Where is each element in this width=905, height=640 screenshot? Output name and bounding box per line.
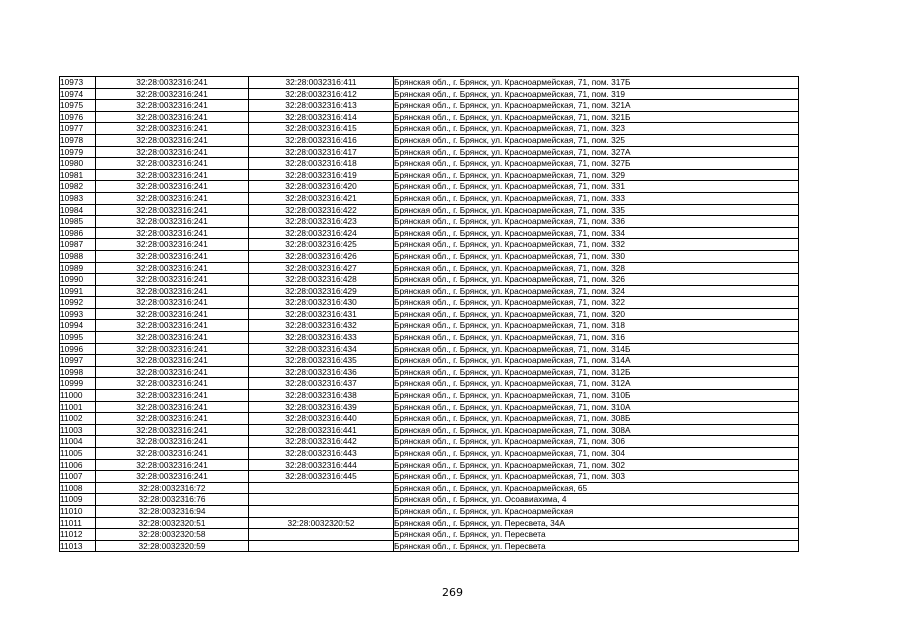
- table-row: [60, 413, 799, 425]
- row-number-cell: 11013: [60, 540, 96, 552]
- row-number-cell: 11000: [60, 390, 96, 402]
- address-cell: Брянская обл., г. Брянск, ул. Пересвета, 34А: [394, 517, 799, 529]
- parent-cadastral-number-cell: 32:28:0032316:241: [96, 320, 249, 332]
- row-number-cell: 10980: [60, 158, 96, 170]
- parent-cadastral-number-cell: 32:28:0032316:241: [96, 448, 249, 460]
- cadastral-number-cell: 32:28:0032316:432: [249, 320, 394, 332]
- parent-cadastral-number-cell: 32:28:0032316:241: [96, 332, 249, 344]
- cadastral-number-cell: 32:28:0032316:445: [249, 471, 394, 483]
- table-row: [60, 482, 799, 494]
- address-cell: Брянская обл., г. Брянск, ул. Красноармейская, 71, пом. 302: [394, 459, 799, 471]
- cadastral-number-cell: 32:28:0032316:422: [249, 204, 394, 216]
- row-number-cell: 10981: [60, 169, 96, 181]
- parent-cadastral-number-cell: 32:28:0032316:241: [96, 111, 249, 123]
- address-cell: Брянская обл., г. Брянск, ул. Красноармейская, 71, пом. 314А: [394, 355, 799, 367]
- cadastral-number-cell: 32:28:0032320:52: [249, 517, 394, 529]
- row-number-cell: 10989: [60, 262, 96, 274]
- parent-cadastral-number-cell: 32:28:0032316:241: [96, 227, 249, 239]
- parent-cadastral-number-cell: 32:28:0032316:241: [96, 146, 249, 158]
- table-row: [60, 529, 799, 541]
- table-row: [60, 100, 799, 112]
- cadastral-number-cell: 32:28:0032316:423: [249, 216, 394, 228]
- registry-sheet: [59, 76, 799, 552]
- parent-cadastral-number-cell: 32:28:0032316:241: [96, 239, 249, 251]
- table-row: [60, 262, 799, 274]
- address-cell: Брянская обл., г. Брянск, ул. Красноармейская, 71, пом. 308А: [394, 424, 799, 436]
- cadastral-number-cell: [249, 529, 394, 541]
- cadastral-number-cell: 32:28:0032316:433: [249, 332, 394, 344]
- parent-cadastral-number-cell: 32:28:0032316:241: [96, 250, 249, 262]
- row-number-cell: 11010: [60, 505, 96, 517]
- row-number-cell: 10973: [60, 77, 96, 89]
- parent-cadastral-number-cell: 32:28:0032316:241: [96, 216, 249, 228]
- row-number-cell: 10987: [60, 239, 96, 251]
- address-cell: Брянская обл., г. Брянск, ул. Красноармейская, 71, пом. 320: [394, 308, 799, 320]
- row-number-cell: 11002: [60, 413, 96, 425]
- address-cell: Брянская обл., г. Брянск, ул. Красноармейская, 71, пом. 316: [394, 332, 799, 344]
- address-cell: Брянская обл., г. Брянск, ул. Красноармейская, 71, пом. 321А: [394, 100, 799, 112]
- address-cell: Брянская обл., г. Брянск, ул. Красноармейская, 71, пом. 306: [394, 436, 799, 448]
- row-number-cell: 11009: [60, 494, 96, 506]
- address-cell: Брянская обл., г. Брянск, ул. Красноармейская, 71, пом. 321Б: [394, 111, 799, 123]
- cadastral-number-cell: [249, 494, 394, 506]
- address-cell: Брянская обл., г. Брянск, ул. Красноармейская, 71, пом. 303: [394, 471, 799, 483]
- cadastral-number-cell: 32:28:0032316:419: [249, 169, 394, 181]
- table-row: [60, 517, 799, 529]
- cadastral-number-cell: 32:28:0032316:416: [249, 134, 394, 146]
- row-number-cell: 11011: [60, 517, 96, 529]
- parent-cadastral-number-cell: 32:28:0032316:72: [96, 482, 249, 494]
- address-cell: Брянская обл., г. Брянск, ул. Красноармейская, 71, пом. 325: [394, 134, 799, 146]
- table-row: [60, 390, 799, 402]
- page-number: 269: [442, 586, 463, 599]
- table-row: [60, 181, 799, 193]
- table-row: [60, 227, 799, 239]
- row-number-cell: 10986: [60, 227, 96, 239]
- parent-cadastral-number-cell: 32:28:0032320:51: [96, 517, 249, 529]
- registry-table-body: [60, 77, 799, 552]
- parent-cadastral-number-cell: 32:28:0032320:59: [96, 540, 249, 552]
- cadastral-number-cell: 32:28:0032316:444: [249, 459, 394, 471]
- table-row: [60, 192, 799, 204]
- address-cell: Брянская обл., г. Брянск, ул. Красноармейская, 71, пом. 327А: [394, 146, 799, 158]
- address-cell: Брянская обл., г. Брянск, ул. Красноармейская, 71, пом. 329: [394, 169, 799, 181]
- cadastral-number-cell: 32:28:0032316:412: [249, 88, 394, 100]
- table-row: [60, 332, 799, 344]
- table-row: [60, 134, 799, 146]
- row-number-cell: 10982: [60, 181, 96, 193]
- table-row: [60, 88, 799, 100]
- cadastral-number-cell: 32:28:0032316:424: [249, 227, 394, 239]
- cadastral-number-cell: 32:28:0032316:440: [249, 413, 394, 425]
- address-cell: Брянская обл., г. Брянск, ул. Красноармейская, 71, пом. 312Б: [394, 366, 799, 378]
- parent-cadastral-number-cell: 32:28:0032316:241: [96, 366, 249, 378]
- address-cell: Брянская обл., г. Брянск, ул. Красноармейская, 71, пом. 308Б: [394, 413, 799, 425]
- cadastral-number-cell: 32:28:0032316:420: [249, 181, 394, 193]
- address-cell: Брянская обл., г. Брянск, ул. Красноармейская, 71, пом. 336: [394, 216, 799, 228]
- row-number-cell: 10977: [60, 123, 96, 135]
- row-number-cell: 11012: [60, 529, 96, 541]
- cadastral-number-cell: 32:28:0032316:436: [249, 366, 394, 378]
- parent-cadastral-number-cell: 32:28:0032316:241: [96, 436, 249, 448]
- parent-cadastral-number-cell: 32:28:0032316:241: [96, 77, 249, 89]
- parent-cadastral-number-cell: 32:28:0032316:241: [96, 192, 249, 204]
- address-cell: Брянская обл., г. Брянск, ул. Красноармейская, 71, пом. 304: [394, 448, 799, 460]
- parent-cadastral-number-cell: 32:28:0032316:241: [96, 134, 249, 146]
- table-row: [60, 343, 799, 355]
- parent-cadastral-number-cell: 32:28:0032316:241: [96, 459, 249, 471]
- parent-cadastral-number-cell: 32:28:0032316:76: [96, 494, 249, 506]
- address-cell: Брянская обл., г. Брянск, ул. Красноармейская, 71, пом. 312А: [394, 378, 799, 390]
- table-row: [60, 216, 799, 228]
- address-cell: Брянская обл., г. Брянск, ул. Красноармейская, 71, пом. 331: [394, 181, 799, 193]
- cadastral-number-cell: [249, 540, 394, 552]
- address-cell: Брянская обл., г. Брянск, ул. Красноармейская, 71, пом. 314Б: [394, 343, 799, 355]
- cadastral-number-cell: 32:28:0032316:415: [249, 123, 394, 135]
- table-row: [60, 320, 799, 332]
- cadastral-number-cell: 32:28:0032316:431: [249, 308, 394, 320]
- parent-cadastral-number-cell: 32:28:0032316:241: [96, 204, 249, 216]
- parent-cadastral-number-cell: 32:28:0032316:241: [96, 424, 249, 436]
- parent-cadastral-number-cell: 32:28:0032316:241: [96, 297, 249, 309]
- table-row: [60, 285, 799, 297]
- table-row: [60, 239, 799, 251]
- table-row: [60, 308, 799, 320]
- address-cell: Брянская обл., г. Брянск, ул. Красноармейская, 71, пом. 318: [394, 320, 799, 332]
- parent-cadastral-number-cell: 32:28:0032316:241: [96, 88, 249, 100]
- address-cell: Брянская обл., г. Брянск, ул. Красноармейская, 71, пом. 310А: [394, 401, 799, 413]
- parent-cadastral-number-cell: 32:28:0032316:241: [96, 401, 249, 413]
- row-number-cell: 10991: [60, 285, 96, 297]
- cadastral-number-cell: 32:28:0032316:417: [249, 146, 394, 158]
- parent-cadastral-number-cell: 32:28:0032316:241: [96, 123, 249, 135]
- table-row: [60, 505, 799, 517]
- cadastral-number-cell: 32:28:0032316:435: [249, 355, 394, 367]
- cadastral-number-cell: 32:28:0032316:413: [249, 100, 394, 112]
- cadastral-number-cell: 32:28:0032316:437: [249, 378, 394, 390]
- row-number-cell: 11001: [60, 401, 96, 413]
- table-row: [60, 204, 799, 216]
- address-cell: Брянская обл., г. Брянск, ул. Красноармейская, 71, пом. 330: [394, 250, 799, 262]
- address-cell: Брянская обл., г. Брянск, ул. Красноармейская, 71, пом. 324: [394, 285, 799, 297]
- cadastral-number-cell: 32:28:0032316:425: [249, 239, 394, 251]
- cadastral-number-cell: 32:28:0032316:439: [249, 401, 394, 413]
- row-number-cell: 10985: [60, 216, 96, 228]
- address-cell: Брянская обл., г. Брянск, ул. Красноармейская, 71, пом. 333: [394, 192, 799, 204]
- parent-cadastral-number-cell: 32:28:0032316:241: [96, 181, 249, 193]
- cadastral-number-cell: [249, 482, 394, 494]
- parent-cadastral-number-cell: 32:28:0032316:241: [96, 100, 249, 112]
- row-number-cell: 10996: [60, 343, 96, 355]
- address-cell: Брянская обл., г. Брянск, ул. Красноармейская, 71, пом. 328: [394, 262, 799, 274]
- table-row: [60, 471, 799, 483]
- table-row: [60, 146, 799, 158]
- address-cell: Брянская обл., г. Брянск, ул. Пересвета: [394, 529, 799, 541]
- parent-cadastral-number-cell: 32:28:0032316:241: [96, 169, 249, 181]
- address-cell: Брянская обл., г. Брянск, ул. Осоавиахима, 4: [394, 494, 799, 506]
- address-cell: Брянская обл., г. Брянск, ул. Красноармейская, 71, пом. 327Б: [394, 158, 799, 170]
- registry-table: [59, 76, 799, 552]
- row-number-cell: 11007: [60, 471, 96, 483]
- table-row: [60, 459, 799, 471]
- row-number-cell: 10976: [60, 111, 96, 123]
- parent-cadastral-number-cell: 32:28:0032316:241: [96, 390, 249, 402]
- table-row: [60, 297, 799, 309]
- cadastral-number-cell: 32:28:0032316:427: [249, 262, 394, 274]
- row-number-cell: 10999: [60, 378, 96, 390]
- row-number-cell: 10997: [60, 355, 96, 367]
- cadastral-number-cell: 32:28:0032316:434: [249, 343, 394, 355]
- table-row: [60, 436, 799, 448]
- parent-cadastral-number-cell: 32:28:0032316:241: [96, 285, 249, 297]
- table-row: [60, 424, 799, 436]
- parent-cadastral-number-cell: 32:28:0032320:58: [96, 529, 249, 541]
- cadastral-number-cell: 32:28:0032316:414: [249, 111, 394, 123]
- row-number-cell: 10975: [60, 100, 96, 112]
- table-row: [60, 169, 799, 181]
- parent-cadastral-number-cell: 32:28:0032316:94: [96, 505, 249, 517]
- row-number-cell: 10988: [60, 250, 96, 262]
- row-number-cell: 10978: [60, 134, 96, 146]
- row-number-cell: 10994: [60, 320, 96, 332]
- address-cell: Брянская обл., г. Брянск, ул. Красноармейская, 71, пом. 310Б: [394, 390, 799, 402]
- cadastral-number-cell: 32:28:0032316:428: [249, 274, 394, 286]
- cadastral-number-cell: 32:28:0032316:443: [249, 448, 394, 460]
- address-cell: Брянская обл., г. Брянск, ул. Красноармейская, 71, пом. 317Б: [394, 77, 799, 89]
- parent-cadastral-number-cell: 32:28:0032316:241: [96, 471, 249, 483]
- table-row: [60, 123, 799, 135]
- cadastral-number-cell: 32:28:0032316:426: [249, 250, 394, 262]
- row-number-cell: 10974: [60, 88, 96, 100]
- row-number-cell: 10993: [60, 308, 96, 320]
- table-row: [60, 540, 799, 552]
- table-row: [60, 494, 799, 506]
- row-number-cell: 11006: [60, 459, 96, 471]
- row-number-cell: 10990: [60, 274, 96, 286]
- row-number-cell: 11004: [60, 436, 96, 448]
- table-row: [60, 355, 799, 367]
- table-row: [60, 111, 799, 123]
- table-row: [60, 274, 799, 286]
- row-number-cell: 11005: [60, 448, 96, 460]
- parent-cadastral-number-cell: 32:28:0032316:241: [96, 355, 249, 367]
- parent-cadastral-number-cell: 32:28:0032316:241: [96, 378, 249, 390]
- row-number-cell: 11008: [60, 482, 96, 494]
- address-cell: Брянская обл., г. Брянск, ул. Красноармейская, 71, пом. 332: [394, 239, 799, 251]
- row-number-cell: 10995: [60, 332, 96, 344]
- address-cell: Брянская обл., г. Брянск, ул. Красноармейская, 71, пом. 335: [394, 204, 799, 216]
- parent-cadastral-number-cell: 32:28:0032316:241: [96, 343, 249, 355]
- row-number-cell: 10984: [60, 204, 96, 216]
- address-cell: Брянская обл., г. Брянск, ул. Пересвета: [394, 540, 799, 552]
- address-cell: Брянская обл., г. Брянск, ул. Красноармейская, 71, пом. 326: [394, 274, 799, 286]
- cadastral-number-cell: 32:28:0032316:411: [249, 77, 394, 89]
- cadastral-number-cell: 32:28:0032316:421: [249, 192, 394, 204]
- table-row: [60, 401, 799, 413]
- table-row: [60, 158, 799, 170]
- cadastral-number-cell: 32:28:0032316:442: [249, 436, 394, 448]
- address-cell: Брянская обл., г. Брянск, ул. Красноармейская, 71, пом. 322: [394, 297, 799, 309]
- address-cell: Брянская обл., г. Брянск, ул. Красноармейская: [394, 505, 799, 517]
- address-cell: Брянская обл., г. Брянск, ул. Красноармейская, 65: [394, 482, 799, 494]
- cadastral-number-cell: 32:28:0032316:429: [249, 285, 394, 297]
- address-cell: Брянская обл., г. Брянск, ул. Красноармейская, 71, пом. 319: [394, 88, 799, 100]
- parent-cadastral-number-cell: 32:28:0032316:241: [96, 308, 249, 320]
- row-number-cell: 10983: [60, 192, 96, 204]
- parent-cadastral-number-cell: 32:28:0032316:241: [96, 274, 249, 286]
- table-row: [60, 77, 799, 89]
- parent-cadastral-number-cell: 32:28:0032316:241: [96, 158, 249, 170]
- row-number-cell: 10979: [60, 146, 96, 158]
- table-row: [60, 448, 799, 460]
- address-cell: Брянская обл., г. Брянск, ул. Красноармейская, 71, пом. 334: [394, 227, 799, 239]
- table-row: [60, 366, 799, 378]
- parent-cadastral-number-cell: 32:28:0032316:241: [96, 262, 249, 274]
- cadastral-number-cell: [249, 505, 394, 517]
- row-number-cell: 11003: [60, 424, 96, 436]
- table-row: [60, 378, 799, 390]
- row-number-cell: 10992: [60, 297, 96, 309]
- cadastral-number-cell: 32:28:0032316:441: [249, 424, 394, 436]
- cadastral-number-cell: 32:28:0032316:418: [249, 158, 394, 170]
- parent-cadastral-number-cell: 32:28:0032316:241: [96, 413, 249, 425]
- address-cell: Брянская обл., г. Брянск, ул. Красноармейская, 71, пом. 323: [394, 123, 799, 135]
- cadastral-number-cell: 32:28:0032316:438: [249, 390, 394, 402]
- table-row: [60, 250, 799, 262]
- row-number-cell: 10998: [60, 366, 96, 378]
- cadastral-number-cell: 32:28:0032316:430: [249, 297, 394, 309]
